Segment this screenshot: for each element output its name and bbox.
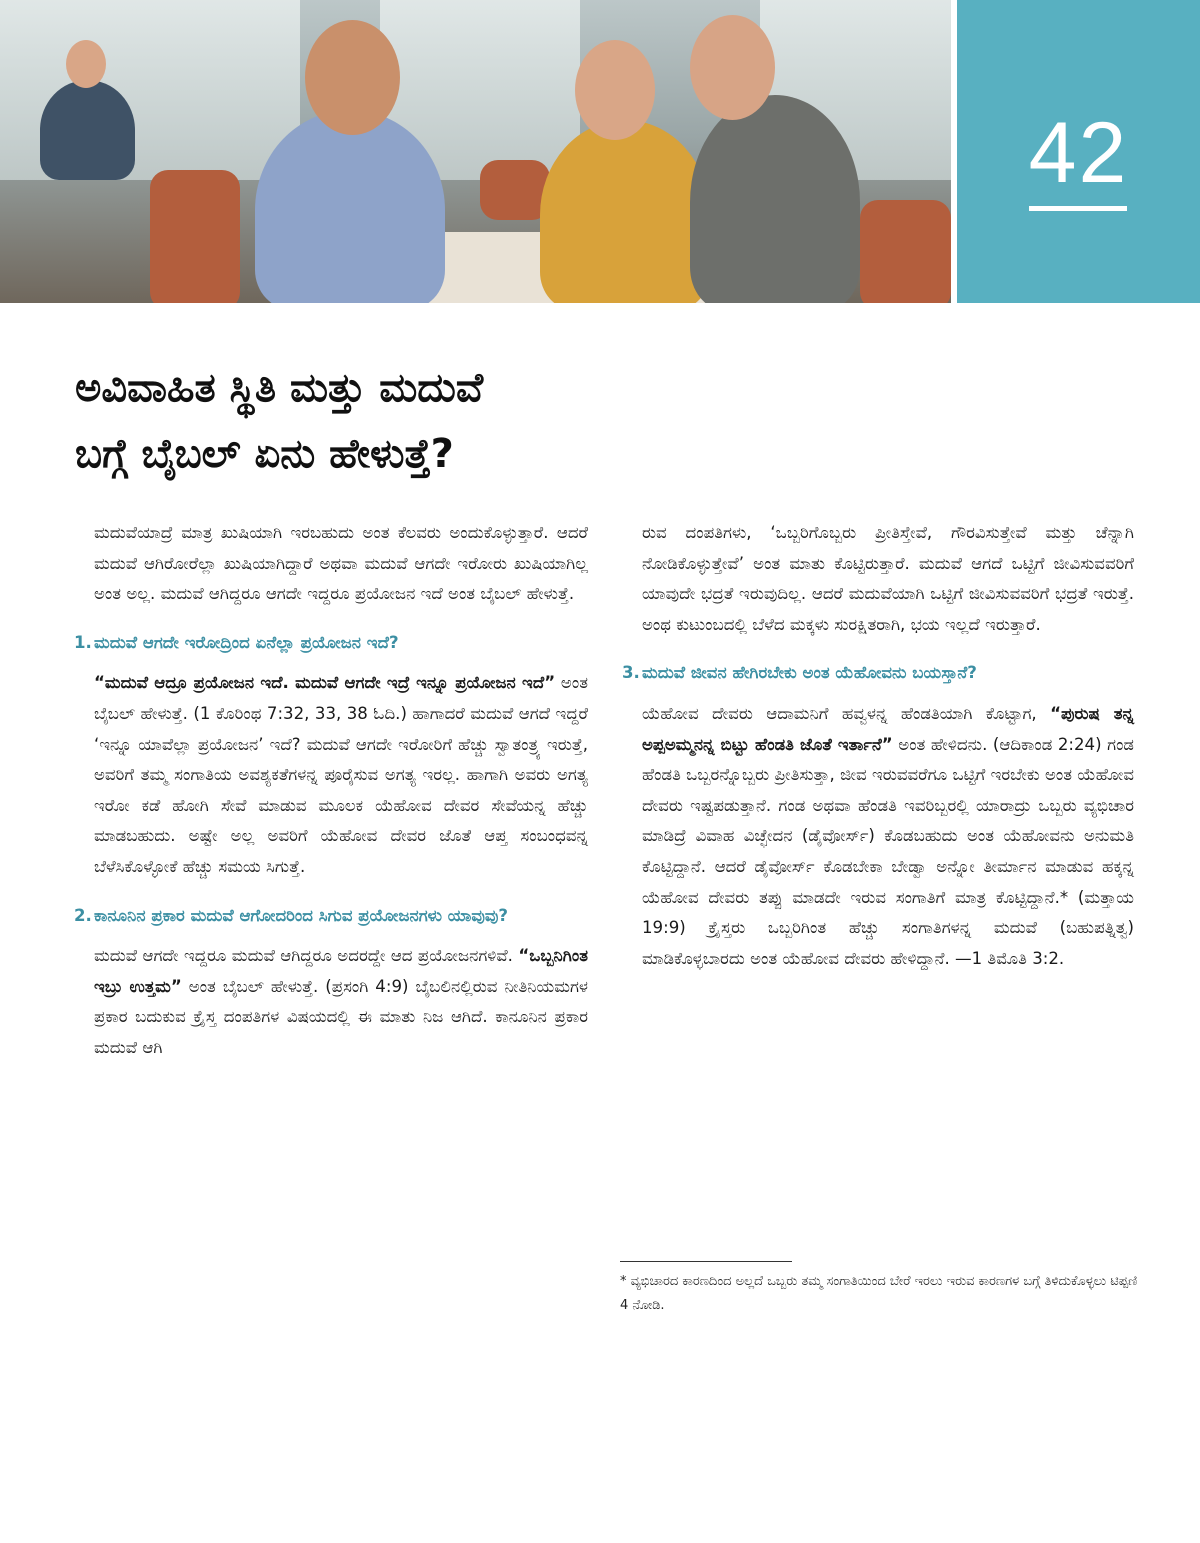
page-title — [75, 355, 795, 487]
question-3 — [622, 658, 1134, 689]
question-2-number: 2. — [74, 905, 92, 925]
answer-2-continued: ರುವ ದಂಪತಿಗಳು, ‘ಒಬ್ಬರಿಗೊಬ್ಬರು ಪ್ರೀತಿಸ್ತೇವೆ, ಗೌರವಿಸುತ್ತೇವೆ ಮತ್ತು ಚೆನ್ನಾಗಿ ನೋಡಿಕೊಳ್ಳುತ್ತೇವೆ’ ಅಂತ ಮಾತು ಕೊಟ್ಟಿರುತ್ತಾರೆ. ಮದುವೆ ಆಗದೆ ಒಟ್ಟಿಗೆ ಜೀವಿಸುವವರಿಗೆ ಯಾವುದೇ ಭದ್ರತೆ ಇರುವುದಿಲ್ಲ. ಆದರೆ ಮದುವೆಯಾಗಿ ಒಟ್ಟಿಗೆ ಜೀವಿಸುವವರಿಗೆ ಭದ್ರತೆ ಇರುತ್ತೆ. ಅಂಥ ಕುಟುಂಬದಲ್ಲಿ ಬೆಳೆದ ಮಕ್ಕಳು ಸುರಕ್ಷಿತರಾಗಿ, ಭಯ ಇಲ್ಲದೆ ಇರುತ್ತಾರೆ. — [642, 523, 1134, 634]
answer-2-quote: “ಒಬ್ಬನಿಗಿಂತ ಇಬ್ರು ಉತ್ತಮ” — [94, 946, 588, 996]
question-1-number: 1. — [74, 632, 92, 652]
header-photo — [0, 0, 951, 303]
answer-1-text: ಅಂತ ಬೈಬಲ್ ಹೇಳುತ್ತೆ. (1 ಕೊರಿಂಥ 7:32, 33, 38 ಓದಿ.) ಹಾಗಾದರೆ ಮದುವೆ ಆಗದೆ ಇದ್ದರೆ ‘ಇನ್ನೂ ಯಾವೆಲ್ಲಾ ಪ್ರಯೋಜನ’ ಇದೆ? ಮದುವೆ ಆಗದೇ ಇರೋರಿಗೆ ಹೆಚ್ಚು ಸ್ವಾತಂತ್ರ್ಯ ಇರುತ್ತೆ, ಅವರಿಗೆ ತಮ್ಮ ಸಂಗಾತಿಯ ಅವಶ್ಯಕತೆಗಳನ್ನ ಪೂರೈಸುವ ಅಗತ್ಯ ಇರಲ್ಲ. ಹಾಗಾಗಿ ಅವರು ಅಗತ್ಯ ಇರೋ ಕಡೆ ಹೋಗಿ ಸೇವೆ ಮಾಡುವ ಮೂಲಕ ಯೆಹೋವ ದೇವರ ಸೇವೆಯನ್ನ ಹೆಚ್ಚು ಮಾಡಬಹುದು. ಅಷ್ಟೇ ಅಲ್ಲ ಅವರಿಗೆ ಯೆಹೋವ ದೇವರ ಜೊತೆ ಆಪ್ತ ಸಂಬಂಧವನ್ನ ಬೆಳೆಸಿಕೊಳ್ಳೋಕೆ ಹೆಚ್ಚು ಸಮಯ ಸಿಗುತ್ತೆ. — [94, 673, 588, 876]
lesson-number: 42 — [1028, 105, 1129, 201]
title-line-1: ಅವಿವಾಹಿತ ಸ್ಥಿತಿ ಮತ್ತು ಮದುವೆ — [75, 365, 484, 411]
answer-3-quote: “ಪುರುಷ ತನ್ನ ಅಪ್ಪಅಮ್ಮನನ್ನ ಬಿಟ್ಟು ಹೆಂಡತಿ ಜೊತೆ ಇರ್ತಾನೆ” — [642, 703, 1134, 754]
footnote: * ವ್ಯಭಿಚಾರದ ಕಾರಣದಿಂದ ಅಲ್ಲದೆ ಒಬ್ಬರು ತಮ್ಮ ಸಂಗಾತಿಯಿಂದ ಬೇರೆ ಇರಲು ಇರುವ ಕಾರಣಗಳ ಬಗ್ಗೆ ತಿಳಿದುಕೊಳ್ಳಲು ಟಿಪ್ಪಣಿ 4 ನೋಡಿ. — [620, 1274, 1138, 1313]
answer-2-text-after: ಅಂತ ಬೈಬಲ್ ಹೇಳುತ್ತೆ. (ಪ್ರಸಂಗಿ 4:9) ಬೈಬಲಿನಲ್ಲಿರುವ ನೀತಿನಿಯಮಗಳ ಪ್ರಕಾರ ಬದುಕುವ ಕ್ರೈಸ್ತ ದಂಪತಿಗಳ ವಿಷಯದಲ್ಲಿ ಈ ಮಾತು ನಿಜ ಆಗಿದೆ. ಕಾನೂನಿನ ಪ್ರಕಾರ ಮದುವೆ ಆಗಿ — [94, 976, 589, 1057]
answer-2-text-before: ಮದುವೆ ಆಗದೇ ಇದ್ದರೂ ಮದುವೆ ಆಗಿದ್ದರೂ ಅದರದ್ದೇ ಆದ ಪ್ರಯೋಜನಗಳಿವೆ. — [94, 946, 519, 966]
answer-1 — [94, 668, 588, 882]
question-3-number: 3. — [622, 663, 640, 683]
question-1-text: ಮದುವೆ ಆಗದೇ ಇರೋದ್ರಿಂದ ಏನೆಲ್ಲಾ ಪ್ರಯೋಜನ ಇದೆ? — [94, 632, 399, 652]
question-3-text: ಮದುವೆ ಜೀವನ ಹೇಗಿರಬೇಕು ಅಂತ ಯೆಹೋವನು ಬಯಸ್ತಾನೆ? — [642, 663, 977, 683]
answer-3-text-after: ಅಂತ ಹೇಳಿದನು. (ಆದಿಕಾಂಡ 2:24) ಗಂಡ ಹೆಂಡತಿ ಒಬ್ಬರನ್ನೊಬ್ಬರು ಪ್ರೀತಿಸುತ್ತಾ, ಜೀವ ಇರುವವರೆಗೂ ಒಟ್ಟಿಗೆ ಇರಬೇಕು ಅಂತ ಯೆಹೋವ ದೇವರು ಇಷ್ಟಪಡುತ್ತಾನೆ. ಗಂಡ ಅಥವಾ ಹೆಂಡತಿ ಇವರಿಬ್ಬರಲ್ಲಿ ಯಾರಾದ್ರು ಒಬ್ಬರು ವ್ಯಭಿಚಾರ ಮಾಡಿದ್ರೆ ವಿವಾಹ ವಿಚ್ಛೇದನ (ಡೈವೋರ್ಸ್) ಕೊಡಬಹುದು ಅಂತ ಯೆಹೋವನು ಅನುಮತಿ ಕೊಟ್ಟಿದ್ದಾನೆ. ಆದರೆ ಡೈವೋರ್ಸ್ ಕೊಡಬೇಕಾ ಬೇಡ್ವಾ ಅನ್ನೋ ತೀರ್ಮಾನ ಮಾಡುವ ಹಕ್ಕನ್ನ ಯೆಹೋವ ದೇವರು ತಪ್ಪು ಮಾಡದೇ ಇರುವ ಸಂಗಾತಿಗೆ ಮಾತ್ರ ಕೊಟ್ಟಿದ್ದಾನೆ.* (ಮತ್ತಾಯ 19:9) ಕ್ರೈಸ್ತರು ಒಬ್ಬರಿಗಿಂತ ಹೆಚ್ಚು ಸಂಗಾತಿಗಳನ್ನ ಮದುವೆ (ಬಹುಪತ್ನಿತ್ವ) ಮಾಡಿಕೊಳ್ಳಬಾರದು ಅಂತ ಯೆಹೋವ ದೇವರು ಹೇಳಿದ್ದಾನೆ. —1 ತಿಮೊತಿ 3:2. — [642, 734, 1135, 968]
left-column — [74, 518, 589, 1072]
question-2 — [74, 901, 588, 932]
answer-3-text-before: ಯೆಹೋವ ದೇವರು ಆದಾಮನಿಗೆ ಹವ್ವಳನ್ನ ಹೆಂಡತಿಯಾಗಿ ಕೊಟ್ಟಾಗ, — [642, 703, 1051, 723]
lesson-number-box — [957, 0, 1200, 303]
answer-1-quote: “ಮದುವೆ ಆದ್ರೂ ಪ್ರಯೋಜನ ಇದೆ. ಮದುವೆ ಆಗದೇ ಇದ್ರೆ ಇನ್ನೂ ಪ್ರಯೋಜನ ಇದೆ” — [94, 673, 556, 693]
footnote-divider — [620, 1261, 792, 1262]
lesson-number-underline — [1029, 206, 1127, 211]
intro-paragraph: ಮದುವೆಯಾದ್ರೆ ಮಾತ್ರ ಖುಷಿಯಾಗಿ ಇರಬಹುದು ಅಂತ ಕೆಲವರು ಅಂದುಕೊಳ್ಳುತ್ತಾರೆ. ಆದರೆ ಮದುವೆ ಆಗಿರೋರೆಲ್ಲಾ ಖುಷಿಯಾಗಿದ್ದಾರೆ ಅಥವಾ ಮದುವೆ ಆಗದೇ ಇರೋರು ಖುಷಿಯಾಗಿಲ್ಲ ಅಂತ ಅಲ್ಲ. ಮದುವೆ ಆಗಿದ್ದರೂ ಆಗದೇ ಇದ್ದರೂ ಪ್ರಯೋಜನ ಇದೆ ಅಂತ ಬೈಬಲ್ ಹೇಳುತ್ತೆ. — [94, 523, 588, 604]
answer-2 — [94, 941, 588, 1063]
question-1 — [74, 628, 588, 659]
question-2-text: ಕಾನೂನಿನ ಪ್ರಕಾರ ಮದುವೆ ಆಗೋದರಿಂದ ಸಿಗುವ ಪ್ರಯೋಜನಗಳು ಯಾವುವು? — [94, 905, 509, 925]
answer-3 — [642, 699, 1134, 974]
right-column — [622, 518, 1135, 982]
title-line-2: ಬಗ್ಗೆ ಬೈಬಲ್ ಏನು ಹೇಳುತ್ತೆ? — [75, 431, 454, 477]
